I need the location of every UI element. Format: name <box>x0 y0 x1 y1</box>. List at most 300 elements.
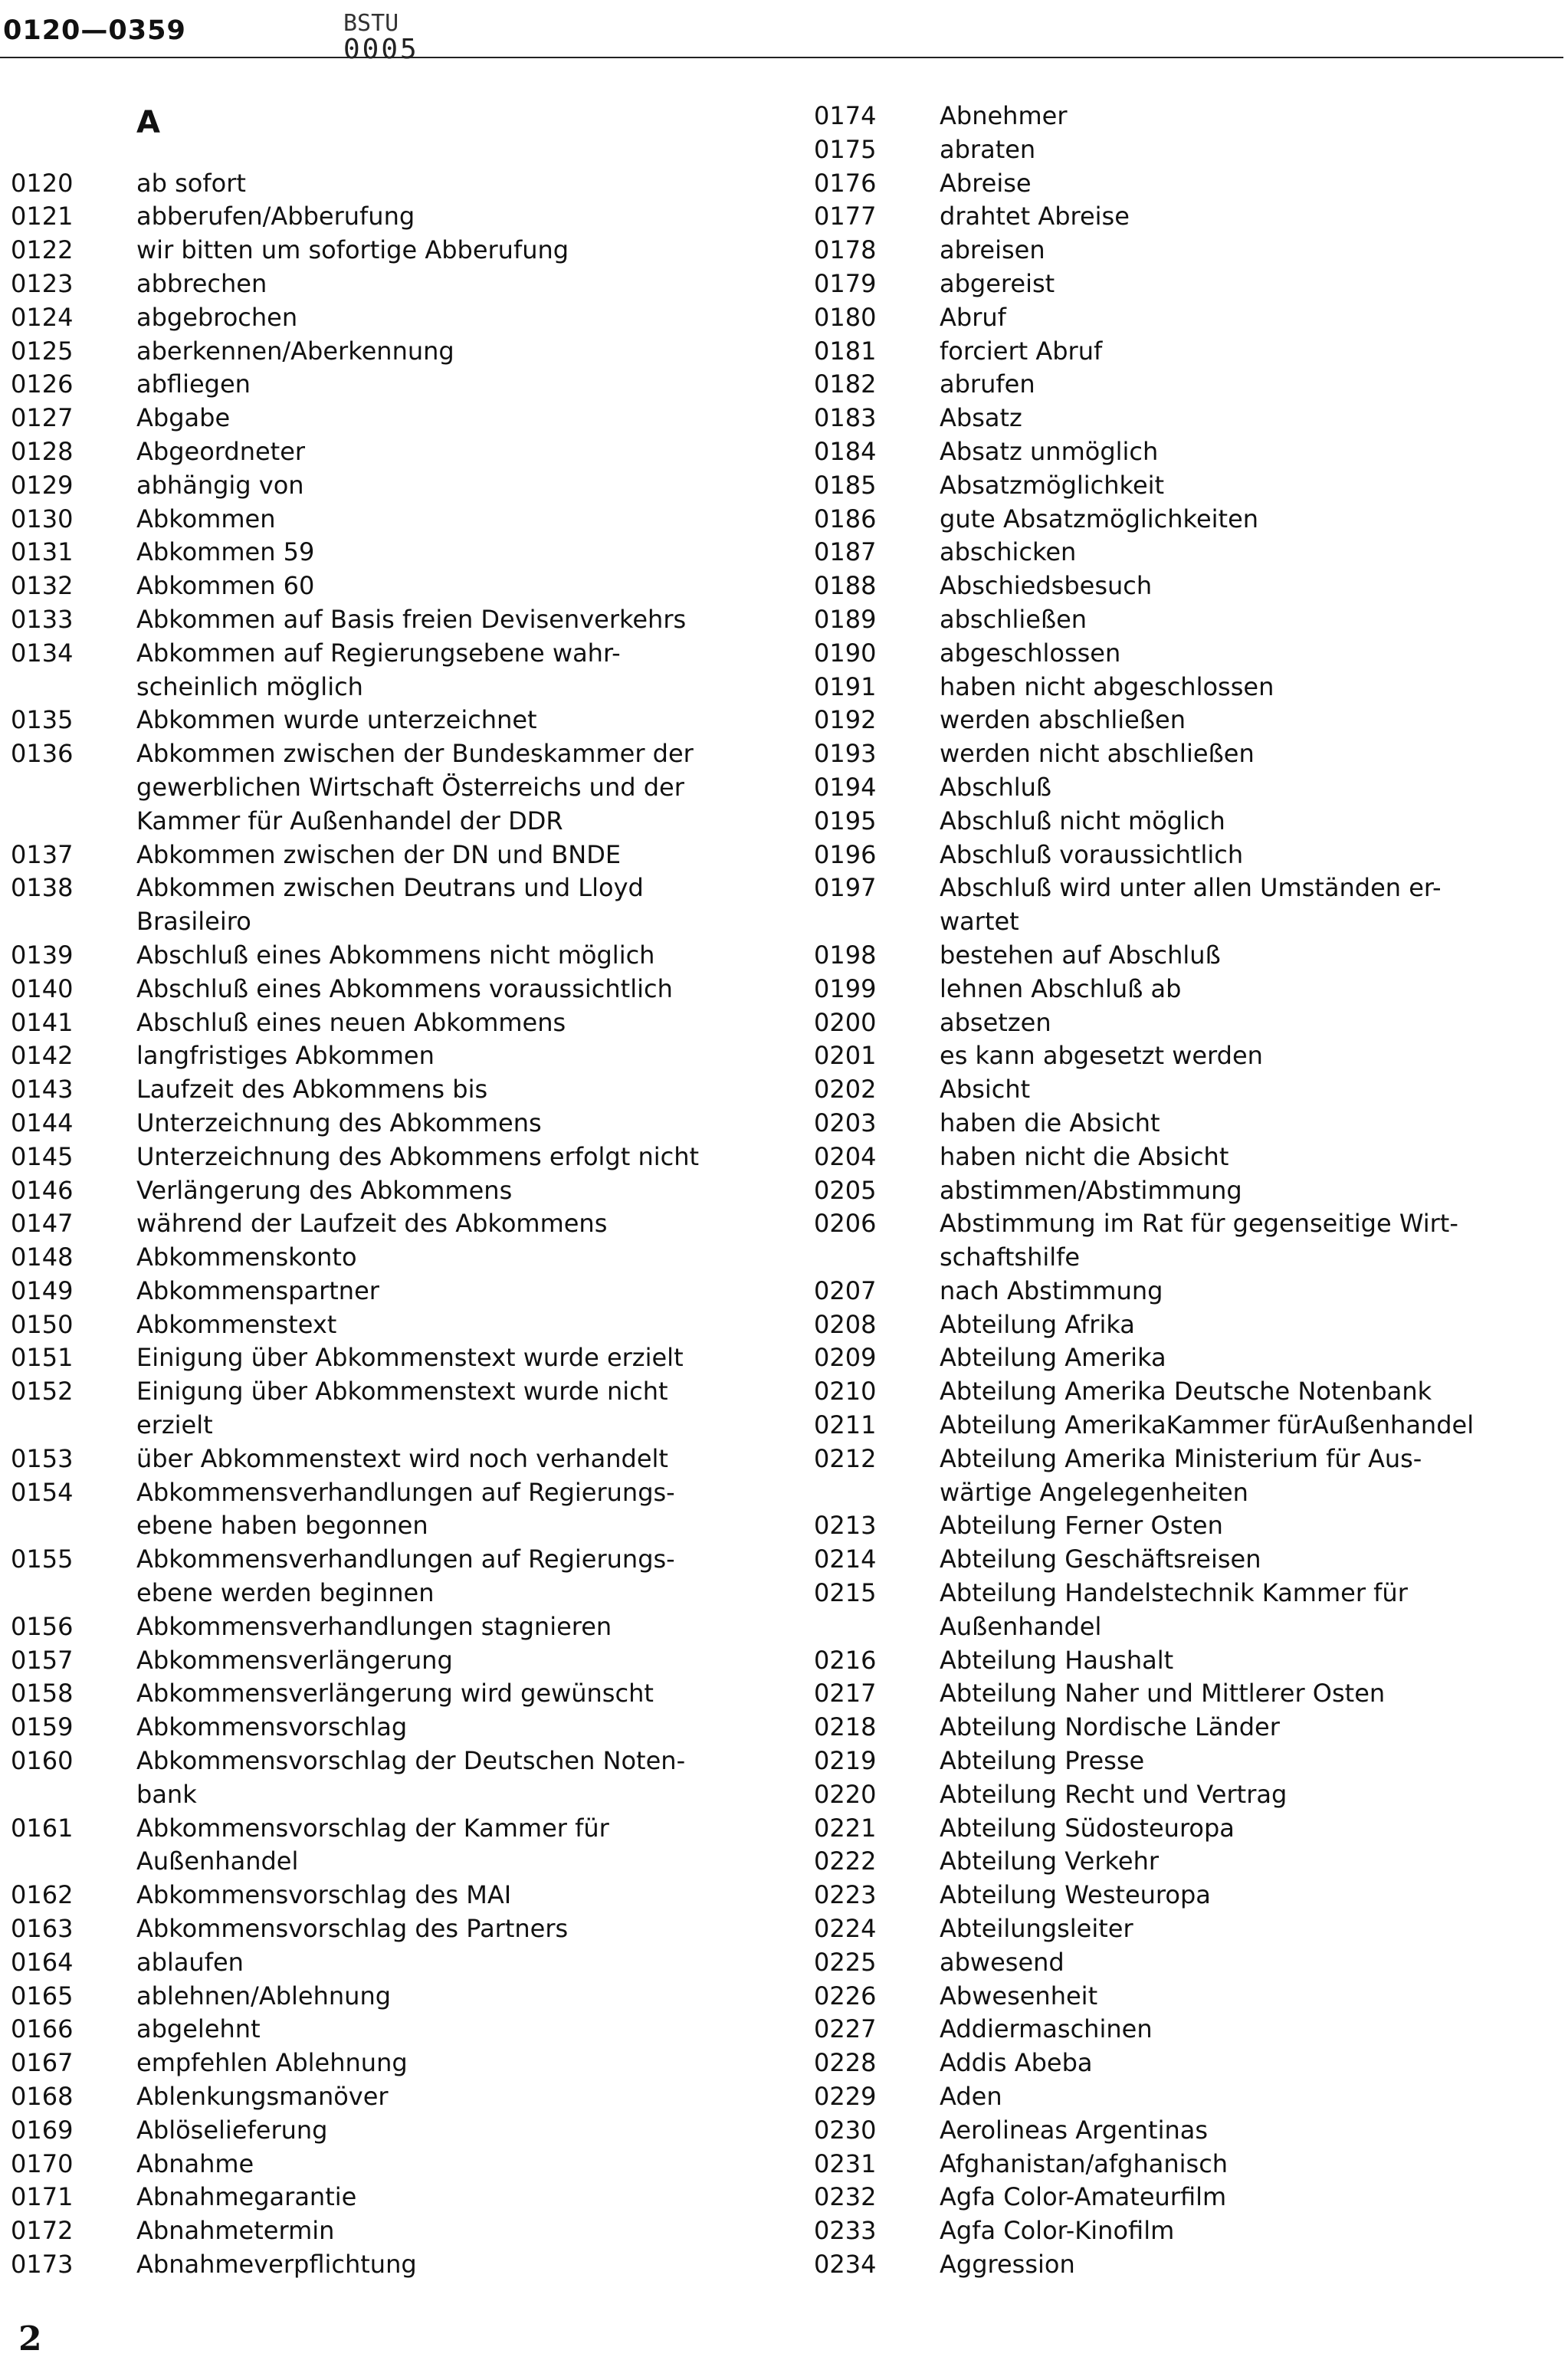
list-item <box>11 1677 777 1711</box>
entry-term: Abkommen auf Regierungsebene wahr- scheinlich möglich <box>136 638 621 701</box>
list-item <box>814 1577 1550 1644</box>
list-item <box>814 737 1550 771</box>
list-item <box>814 167 1550 201</box>
entry-term: Abteilung Haushalt <box>940 1645 1174 1675</box>
entry-code: 0123 <box>11 268 74 298</box>
entry-code: 0154 <box>11 1477 74 1507</box>
entry-code: 0190 <box>814 638 877 668</box>
list-item <box>814 973 1550 1006</box>
list-item <box>11 469 777 503</box>
entry-code: 0220 <box>814 1779 877 1809</box>
entry-term: während der Laufzeit des Abkommens <box>136 1209 608 1239</box>
list-item <box>814 1006 1550 1040</box>
list-item <box>11 1207 777 1241</box>
entry-term: abreisen <box>940 235 1045 265</box>
entry-code: 0138 <box>11 873 74 903</box>
entry-code: 0182 <box>814 369 877 399</box>
entry-term: abwesend <box>940 1947 1064 1977</box>
entry-code: 0153 <box>11 1443 74 1473</box>
list-item <box>11 1745 777 1812</box>
entry-term: Abkommensvorschlag der Deutschen Noten- bank <box>136 1746 686 1809</box>
entry-term: langfristiges Abkommen <box>136 1041 435 1071</box>
entry-term: Abteilungsleiter <box>940 1914 1133 1944</box>
list-item <box>11 368 777 402</box>
entry-code: 0223 <box>814 1880 877 1910</box>
list-item <box>11 2248 777 2282</box>
entry-term: Aden <box>940 2082 1002 2112</box>
entry-code: 0230 <box>814 2115 877 2145</box>
entry-term: Abteilung Amerika Ministerium für Aus- wärtige Angelegenheiten <box>940 1443 1422 1507</box>
entry-term: Abteilung Nordische Länder <box>940 1712 1280 1742</box>
list-item <box>11 1476 777 1544</box>
entry-term: Abschluß <box>940 772 1052 802</box>
list-item <box>11 872 777 939</box>
entry-term: Abkommensverhandlungen auf Regierungs- ebene werden beginnen <box>136 1544 675 1608</box>
entry-code: 0152 <box>11 1377 74 1407</box>
entry-code: 0191 <box>814 671 877 701</box>
entry-code: 0213 <box>814 1511 877 1541</box>
entry-code: 0169 <box>11 2115 74 2145</box>
entry-term: haben nicht die Absicht <box>940 1141 1229 1171</box>
entry-code: 0221 <box>814 1813 877 1843</box>
entry-code: 0157 <box>11 1645 74 1675</box>
list-item <box>11 167 777 201</box>
entry-code: 0197 <box>814 873 877 903</box>
entry-code: 0177 <box>814 202 877 231</box>
entry-term: Aggression <box>940 2250 1075 2279</box>
entry-code: 0124 <box>11 302 74 332</box>
entry-term: Abteilung Südosteuropa <box>940 1813 1235 1843</box>
entry-term: abbrechen <box>136 268 267 298</box>
entry-code: 0178 <box>814 235 877 265</box>
entry-code: 0162 <box>11 1880 74 1910</box>
entry-term: Addiermaschinen <box>940 2014 1153 2044</box>
entry-code: 0135 <box>11 705 74 735</box>
entry-term: Abnahmetermin <box>136 2216 335 2246</box>
entry-code: 0150 <box>11 1309 74 1339</box>
entry-term: Abschluß eines Abkommens voraussichtlich <box>136 973 673 1003</box>
entry-code: 0189 <box>814 604 877 634</box>
list-item <box>11 301 777 335</box>
list-item <box>11 1711 777 1745</box>
list-item <box>814 872 1550 939</box>
list-item <box>11 1107 777 1141</box>
list-item <box>814 1409 1550 1443</box>
list-item <box>814 1543 1550 1577</box>
list-item <box>814 335 1550 369</box>
entry-term: es kann abgesetzt werden <box>940 1041 1263 1071</box>
entry-code: 0205 <box>814 1175 877 1205</box>
list-item <box>11 973 777 1006</box>
entry-term: Abschluß nicht möglich <box>940 806 1225 835</box>
entry-term: abstimmen/Abstimmung <box>940 1175 1242 1205</box>
list-item <box>814 1879 1550 1912</box>
entry-term: abfliegen <box>136 369 251 399</box>
entry-code: 0143 <box>11 1075 74 1105</box>
entry-code: 0167 <box>11 2048 74 2078</box>
list-item <box>814 1912 1550 1946</box>
entry-code: 0145 <box>11 1141 74 1171</box>
entry-code: 0170 <box>11 2148 74 2178</box>
entry-code: 0171 <box>11 2182 74 2212</box>
list-item <box>814 839 1550 872</box>
code-range-heading: 0120—0359 <box>3 15 186 46</box>
list-item <box>814 2047 1550 2080</box>
list-item <box>11 1141 777 1174</box>
entry-term: Verlängerung des Abkommens <box>136 1175 513 1205</box>
entry-term: Einigung über Abkommenstext wurde erzielt <box>136 1343 684 1373</box>
entry-code: 0160 <box>11 1746 74 1776</box>
list-item <box>814 1174 1550 1208</box>
entry-term: Abteilung Afrika <box>940 1309 1135 1339</box>
entry-term: lehnen Abschluß ab <box>940 973 1182 1003</box>
list-item <box>814 1812 1550 1846</box>
entry-term: Abkommensvorschlag der Kammer für Außenhandel <box>136 1813 609 1876</box>
entry-code: 0128 <box>11 436 74 466</box>
entry-term: Ablenkungsmanöver <box>136 2082 389 2112</box>
entry-term: Abschluß eines Abkommens nicht möglich <box>136 940 655 970</box>
entry-term: forciert Abruf <box>940 336 1103 366</box>
entry-code: 0155 <box>11 1544 74 1574</box>
list-item <box>814 2248 1550 2282</box>
entry-code: 0137 <box>11 839 74 869</box>
entry-term: Agfa Color-Amateurfilm <box>940 2182 1227 2212</box>
list-item <box>814 2114 1550 2148</box>
entry-code: 0156 <box>11 1611 74 1641</box>
list-item <box>11 737 777 838</box>
list-item <box>814 1745 1550 1778</box>
entry-term: Absicht <box>940 1075 1031 1105</box>
entry-term: Abteilung Ferner Osten <box>940 1511 1223 1541</box>
archive-stamp <box>343 11 419 63</box>
entry-term: abrufen <box>940 369 1035 399</box>
list-item <box>11 603 777 637</box>
list-item <box>814 536 1550 570</box>
entry-code: 0142 <box>11 1041 74 1071</box>
entry-term: absetzen <box>940 1007 1051 1037</box>
entry-term: ablehnen/Ablehnung <box>136 1981 392 2011</box>
entry-term: Abruf <box>940 302 1006 332</box>
entry-code: 0148 <box>11 1242 74 1272</box>
entry-term: Abschiedsbesuch <box>940 571 1153 601</box>
list-item <box>11 2013 777 2047</box>
entry-code: 0175 <box>814 134 877 164</box>
entry-code: 0164 <box>11 1947 74 1977</box>
list-item <box>814 402 1550 435</box>
section-letter: A <box>136 105 160 140</box>
entry-term: abgelehnt <box>136 2014 261 2044</box>
entry-term: Abschluß eines neuen Abkommens <box>136 1007 566 1037</box>
entry-code: 0126 <box>11 369 74 399</box>
entry-code: 0228 <box>814 2048 877 2078</box>
header-rule <box>0 57 1563 58</box>
list-item <box>11 1174 777 1208</box>
entry-term: Laufzeit des Abkommens bis <box>136 1075 488 1105</box>
list-item <box>814 1711 1550 1745</box>
entry-code: 0151 <box>11 1343 74 1373</box>
entry-code: 0134 <box>11 638 74 668</box>
entry-term: Abkommensverhandlungen stagnieren <box>136 1611 612 1641</box>
entry-code: 0179 <box>814 268 877 298</box>
entry-code: 0215 <box>814 1578 877 1608</box>
entry-term: Abkommen <box>136 504 276 533</box>
entry-term: Abteilung Recht und Vertrag <box>940 1779 1288 1809</box>
entry-code: 0144 <box>11 1108 74 1137</box>
entry-code: 0202 <box>814 1075 877 1105</box>
list-item <box>11 2080 777 2114</box>
entry-code: 0122 <box>11 235 74 265</box>
list-item <box>814 570 1550 603</box>
entry-term: Abkommen zwischen der Bundeskammer der gewerblichen Wirtschaft Österreichs und der Kammer für Außenhandel der DDR <box>136 739 694 835</box>
entry-code: 0186 <box>814 504 877 533</box>
entry-code: 0217 <box>814 1679 877 1709</box>
entry-term: Abteilung Verkehr <box>940 1846 1160 1876</box>
entry-term: abgeschlossen <box>940 638 1121 668</box>
list-item <box>814 435 1550 469</box>
entry-code: 0233 <box>814 2216 877 2246</box>
entry-code: 0200 <box>814 1007 877 1037</box>
entry-code: 0234 <box>814 2250 877 2279</box>
list-item <box>814 1141 1550 1174</box>
entry-term: Abkommensverhandlungen auf Regierungs- ebene haben begonnen <box>136 1477 675 1541</box>
entry-code: 0132 <box>11 571 74 601</box>
list-item <box>814 2148 1550 2181</box>
list-item <box>814 1946 1550 1980</box>
entry-code: 0224 <box>814 1914 877 1944</box>
entry-term: Abkommensvorschlag des Partners <box>136 1914 569 1944</box>
entry-code: 0141 <box>11 1007 74 1037</box>
entry-term: abberufen/Abberufung <box>136 202 415 231</box>
entry-term: Abteilung Geschäftsreisen <box>940 1544 1261 1574</box>
stamp-agency: BSTU <box>343 10 399 37</box>
entry-term: Abkommensverlängerung <box>136 1645 453 1675</box>
entry-code: 0198 <box>814 940 877 970</box>
list-item <box>11 503 777 537</box>
entry-code: 0216 <box>814 1645 877 1675</box>
list-item <box>11 234 777 268</box>
list-item <box>814 1778 1550 1812</box>
entry-code: 0181 <box>814 336 877 366</box>
entry-term: Abkommen auf Basis freien Devisenverkehrs <box>136 604 687 634</box>
entry-term: gute Absatzmöglichkeiten <box>940 504 1259 533</box>
entry-code: 0166 <box>11 2014 74 2044</box>
entry-term: drahtet Abreise <box>940 202 1130 231</box>
page-number: 2 <box>18 2319 42 2359</box>
entry-term: Abkommensvorschlag des MAI <box>136 1880 512 1910</box>
list-item <box>814 2214 1550 2248</box>
list-item <box>11 1543 777 1610</box>
entry-term: Abteilung Presse <box>940 1746 1145 1776</box>
list-item <box>814 1845 1550 1879</box>
entry-code: 0187 <box>814 537 877 567</box>
list-item <box>11 1375 777 1443</box>
entry-term: Abteilung Amerika Deutsche Notenbank <box>940 1377 1432 1407</box>
list-item <box>11 200 777 234</box>
entry-term: abgereist <box>940 268 1055 298</box>
list-item <box>11 268 777 301</box>
list-item <box>11 1341 777 1375</box>
list-item <box>814 1308 1550 1342</box>
entry-code: 0196 <box>814 839 877 869</box>
entry-code: 0231 <box>814 2148 877 2178</box>
entry-term: Absatzmöglichkeit <box>940 470 1165 500</box>
list-item <box>814 200 1550 234</box>
entry-term: ab sofort <box>136 168 246 198</box>
entry-code: 0204 <box>814 1141 877 1171</box>
entry-term: Afghanistan/afghanisch <box>940 2148 1228 2178</box>
entry-code: 0188 <box>814 571 877 601</box>
list-item <box>11 536 777 570</box>
list-item <box>814 1443 1550 1510</box>
list-item <box>814 637 1550 671</box>
list-item <box>11 1610 777 1644</box>
entry-code: 0125 <box>11 336 74 366</box>
entry-code: 0184 <box>814 436 877 466</box>
list-item <box>814 2013 1550 2047</box>
list-item <box>814 1039 1550 1073</box>
list-item <box>11 1039 777 1073</box>
entry-code: 0180 <box>814 302 877 332</box>
entry-code: 0139 <box>11 940 74 970</box>
entry-code: 0129 <box>11 470 74 500</box>
entry-term: Unterzeichnung des Abkommens erfolgt nicht <box>136 1141 700 1171</box>
list-item <box>11 1644 777 1678</box>
list-item <box>814 939 1550 973</box>
entry-code: 0136 <box>11 739 74 769</box>
entry-term: Aerolineas Argentinas <box>940 2115 1209 2145</box>
list-item <box>11 637 777 704</box>
entry-code: 0131 <box>11 537 74 567</box>
entry-code: 0172 <box>11 2216 74 2246</box>
entry-term: nach Abstimmung <box>940 1275 1163 1305</box>
entry-code: 0133 <box>11 604 74 634</box>
entry-term: Abwesenheit <box>940 1981 1098 2011</box>
list-item <box>814 2080 1550 2114</box>
list-item <box>814 301 1550 335</box>
entry-term: Abgeordneter <box>136 436 306 466</box>
entry-term: ablaufen <box>136 1947 244 1977</box>
entry-term: haben die Absicht <box>940 1108 1160 1137</box>
entry-term: Ablöselieferung <box>136 2115 328 2145</box>
list-item <box>814 2181 1550 2214</box>
entry-term: Abstimmung im Rat für gegenseitige Wirt- schaftshilfe <box>940 1209 1458 1272</box>
entry-code: 0214 <box>814 1544 877 1574</box>
entry-code: 0130 <box>11 504 74 533</box>
list-item <box>814 234 1550 268</box>
entry-code: 0211 <box>814 1410 877 1440</box>
entry-term: Abgabe <box>136 403 231 433</box>
entry-term: empfehlen Ablehnung <box>136 2048 408 2078</box>
entry-code: 0173 <box>11 2250 74 2279</box>
entry-code: 0227 <box>814 2014 877 2044</box>
entry-code: 0219 <box>814 1746 877 1776</box>
list-item <box>11 2047 777 2080</box>
list-item <box>814 1207 1550 1275</box>
entry-term: Abnahmeverpflichtung <box>136 2250 417 2279</box>
list-item <box>11 839 777 872</box>
entry-term: Abkommen zwischen der DN und BNDE <box>136 839 622 869</box>
entry-term: Abkommensverlängerung wird gewünscht <box>136 1679 654 1709</box>
list-item <box>11 1308 777 1342</box>
list-item <box>814 671 1550 704</box>
entry-code: 0225 <box>814 1947 877 1977</box>
entry-term: Abteilung Handelstechnik Kammer für Außenhandel <box>940 1578 1408 1641</box>
entry-code: 0208 <box>814 1309 877 1339</box>
list-item <box>814 1980 1550 2014</box>
entry-term: abschließen <box>940 604 1087 634</box>
entry-code: 0199 <box>814 973 877 1003</box>
list-item <box>11 1980 777 2014</box>
entry-term: Einigung über Abkommenstext wurde nicht erzielt <box>136 1377 668 1440</box>
list-item <box>11 1946 777 1980</box>
list-item <box>11 939 777 973</box>
list-item <box>11 1073 777 1107</box>
list-item <box>11 402 777 435</box>
entry-code: 0201 <box>814 1041 877 1071</box>
list-item <box>11 335 777 369</box>
entry-term: Abkommenspartner <box>136 1275 379 1305</box>
list-item <box>814 771 1550 805</box>
entry-code: 0163 <box>11 1914 74 1944</box>
list-item <box>814 469 1550 503</box>
entry-code: 0212 <box>814 1443 877 1473</box>
entry-term: Abkommen 59 <box>136 537 315 567</box>
entry-term: Abreise <box>940 168 1032 198</box>
entry-term: Agfa Color-Kinofilm <box>940 2216 1175 2246</box>
entry-code: 0147 <box>11 1209 74 1239</box>
list-item <box>814 1341 1550 1375</box>
entry-code: 0174 <box>814 101 877 130</box>
entry-term: Absatz unmöglich <box>940 436 1159 466</box>
entry-code: 0206 <box>814 1209 877 1239</box>
list-item <box>814 704 1550 737</box>
list-item <box>814 1275 1550 1308</box>
entry-term: Abteilung AmerikaKammer fürAußenhandel <box>940 1410 1475 1440</box>
entry-code: 0209 <box>814 1343 877 1373</box>
entry-code: 0183 <box>814 403 877 433</box>
list-item <box>814 1677 1550 1711</box>
entry-term: Abnahmegarantie <box>136 2182 357 2212</box>
list-item <box>11 1275 777 1308</box>
entry-code: 0192 <box>814 705 877 735</box>
list-item <box>814 100 1550 133</box>
entry-term: abschicken <box>940 537 1077 567</box>
entry-term: Unterzeichnung des Abkommens <box>136 1108 542 1137</box>
page-header <box>0 10 1568 65</box>
entry-term: abhängig von <box>136 470 304 500</box>
entry-term: Absatz <box>940 403 1022 433</box>
entry-code: 0159 <box>11 1712 74 1742</box>
entry-term: Abteilung Naher und Mittlerer Osten <box>940 1679 1386 1709</box>
list-item <box>814 1509 1550 1543</box>
list-item <box>814 805 1550 839</box>
left-column <box>11 100 777 2282</box>
entry-term: wir bitten um sofortige Abberufung <box>136 235 569 265</box>
list-item <box>814 1375 1550 1409</box>
list-item <box>11 2114 777 2148</box>
entry-code: 0120 <box>11 168 74 198</box>
entry-code: 0222 <box>814 1846 877 1876</box>
entry-code: 0185 <box>814 470 877 500</box>
list-item <box>11 570 777 603</box>
list-item <box>11 435 777 469</box>
entry-term: Abteilung Westeuropa <box>940 1880 1211 1910</box>
entry-term: Abnahme <box>136 2148 254 2178</box>
list-item <box>11 1443 777 1476</box>
entry-code: 0229 <box>814 2082 877 2112</box>
entry-term: Abkommenskonto <box>136 1242 357 1272</box>
entry-term: werden abschließen <box>940 705 1186 735</box>
